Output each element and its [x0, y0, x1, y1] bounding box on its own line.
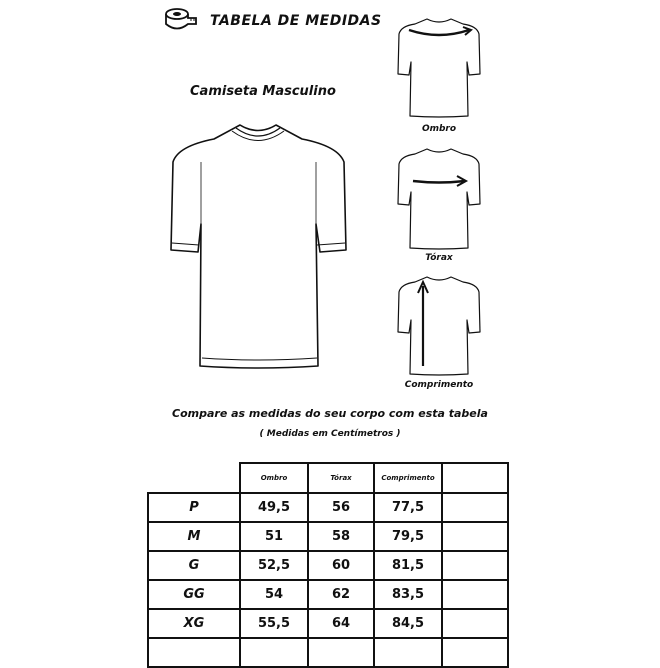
tshirt-illustration: [168, 122, 348, 370]
table-cell: 56: [308, 493, 374, 522]
table-cell: 55,5: [240, 609, 308, 638]
size-label: P: [148, 493, 240, 522]
table-row: [148, 493, 508, 522]
shoulder-measure-diagram: [397, 16, 481, 120]
table-cell: [442, 580, 508, 609]
size-label: M: [148, 522, 240, 551]
table-cell: [442, 609, 508, 638]
table-header-row: [148, 463, 508, 493]
table-cell: [240, 638, 308, 667]
table-cell: [374, 638, 442, 667]
table-cell: 64: [308, 609, 374, 638]
table-cell: [442, 551, 508, 580]
column-header: Comprimento: [374, 463, 442, 493]
column-header: Ombro: [240, 463, 308, 493]
size-label: G: [148, 551, 240, 580]
table-cell: 77,5: [374, 493, 442, 522]
table-cell: 58: [308, 522, 374, 551]
table-corner: [148, 463, 240, 493]
size-label: [148, 638, 240, 667]
table-cell: 81,5: [374, 551, 442, 580]
product-name: Camiseta Masculino: [190, 84, 336, 99]
table-row: [148, 638, 508, 667]
table-row: [148, 522, 508, 551]
table-row: [148, 551, 508, 580]
table-cell: [442, 493, 508, 522]
length-measure-diagram: [397, 274, 481, 378]
page-title: TABELA DE MEDIDAS: [210, 13, 382, 29]
table-cell: [442, 522, 508, 551]
size-table: [147, 462, 509, 668]
size-label: XG: [148, 609, 240, 638]
table-cell: 62: [308, 580, 374, 609]
table-cell: [442, 638, 508, 667]
units-note: ( Medidas em Centímetros ): [259, 429, 401, 439]
table-cell: 60: [308, 551, 374, 580]
caption-comprimento: Comprimento: [404, 380, 474, 390]
caption-ombro: Ombro: [421, 124, 457, 134]
table-row: [148, 609, 508, 638]
table-cell: 84,5: [374, 609, 442, 638]
table-cell: 79,5: [374, 522, 442, 551]
size-label: GG: [148, 580, 240, 609]
table-cell: 51: [240, 522, 308, 551]
intro-text: Compare as medidas do seu corpo com esta tabela: [172, 407, 488, 420]
column-header: [442, 463, 508, 493]
table-cell: 52,5: [240, 551, 308, 580]
table-row: [148, 580, 508, 609]
column-header: Tórax: [308, 463, 374, 493]
table-cell: 83,5: [374, 580, 442, 609]
measuring-tape-icon: [164, 7, 198, 33]
table-cell: 49,5: [240, 493, 308, 522]
chest-measure-diagram: [397, 146, 481, 252]
table-cell: 54: [240, 580, 308, 609]
caption-torax: Tórax: [425, 253, 453, 263]
table-cell: [308, 638, 374, 667]
